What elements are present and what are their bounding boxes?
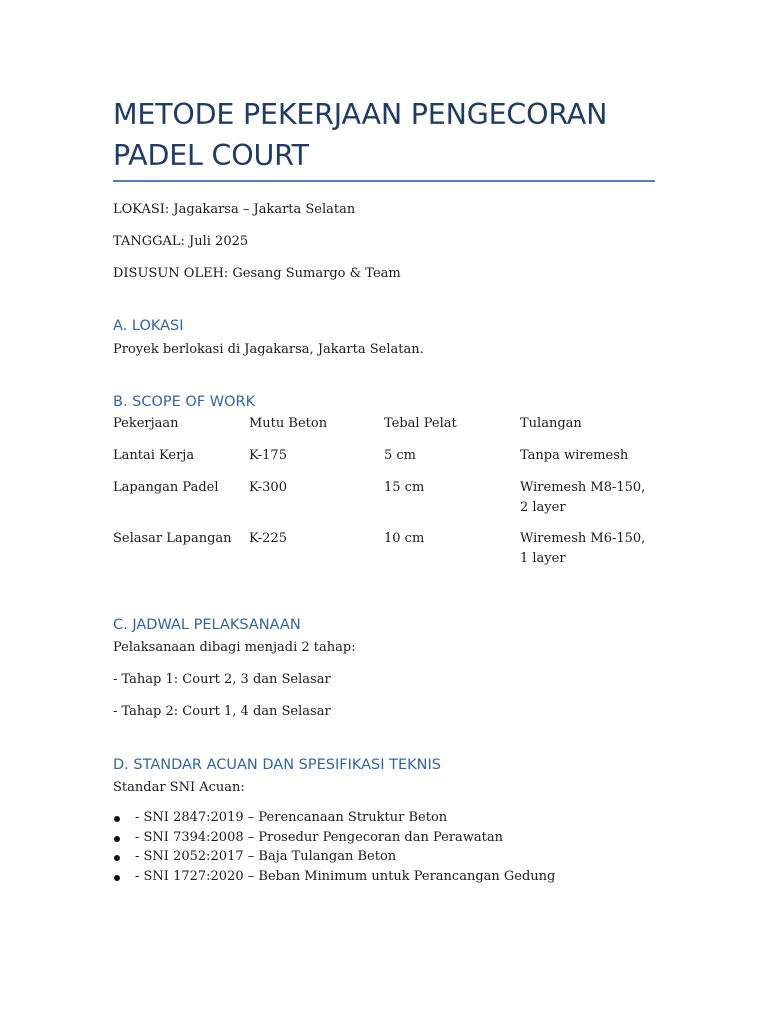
table-cell: 15 cm: [384, 480, 425, 495]
table-header-cell: Pekerjaan: [113, 416, 179, 431]
list-item-text: - SNI 1727:2020 – Beban Minimum untuk Perancangan Gedung: [135, 868, 556, 884]
bullet-icon: [114, 836, 120, 842]
schedule-item: - Tahap 2: Court 1, 4 dan Selasar: [113, 704, 331, 719]
table-cell: Tanpa wiremesh: [520, 448, 629, 463]
meta-disusun-oleh: DISUSUN OLEH: Gesang Sumargo & Team: [113, 266, 401, 281]
meta-lokasi: LOKASI: Jagakarsa – Jakarta Selatan: [113, 202, 356, 217]
section-d-heading: D. STANDAR ACUAN DAN SPESIFIKASI TEKNIS: [113, 757, 441, 773]
table-cell: 5 cm: [384, 448, 417, 463]
list-item-text: - SNI 7394:2008 – Prosedur Pengecoran dan Perawatan: [135, 829, 504, 845]
table-cell: Wiremesh M6-150, 1 layer: [520, 531, 646, 566]
table-header-cell: Tebal Pelat: [384, 416, 457, 431]
sni-standards-list: [113, 808, 555, 886]
table-cell: Lapangan Padel: [113, 480, 219, 495]
list-item-text: - SNI 2847:2019 – Perencanaan Struktur Beton: [135, 810, 448, 825]
bullet-icon: [114, 875, 120, 881]
table-header-cell: Tulangan: [520, 416, 582, 431]
list-item: [113, 847, 555, 867]
table-cell: 10 cm: [384, 531, 425, 546]
section-b-heading: B. SCOPE OF WORK: [113, 394, 256, 410]
bullet-icon: [114, 816, 120, 822]
title-underline: [113, 180, 655, 182]
meta-tanggal: TANGGAL: Juli 2025: [113, 234, 249, 249]
section-d-intro: Standar SNI Acuan:: [113, 780, 245, 795]
table-cell: Lantai Kerja: [113, 448, 195, 463]
section-a-heading: A. LOKASI: [113, 318, 184, 334]
table-cell: Selasar Lapangan: [113, 531, 232, 546]
list-item: [113, 808, 555, 828]
list-item-text: - SNI 2052:2017 – Baja Tulangan Beton: [135, 849, 397, 864]
table-cell: K-175: [249, 448, 287, 463]
section-c-heading: C. JADWAL PELAKSANAAN: [113, 617, 301, 633]
bullet-icon: [114, 855, 120, 861]
section-c-intro: Pelaksanaan dibagi menjadi 2 tahap:: [113, 640, 356, 655]
table-cell: K-225: [249, 531, 287, 546]
table-header-cell: Mutu Beton: [249, 416, 328, 431]
list-item: [113, 867, 555, 887]
list-item: [113, 828, 555, 848]
table-cell: Wiremesh M8-150, 2 layer: [520, 480, 646, 515]
section-a-text: Proyek berlokasi di Jagakarsa, Jakarta Selatan.: [113, 342, 424, 357]
schedule-item: - Tahap 1: Court 2, 3 dan Selasar: [113, 672, 331, 687]
document-title: METODE PEKERJAAN PENGECORAN PADEL COURT: [113, 98, 608, 172]
table-cell: K-300: [249, 480, 287, 495]
